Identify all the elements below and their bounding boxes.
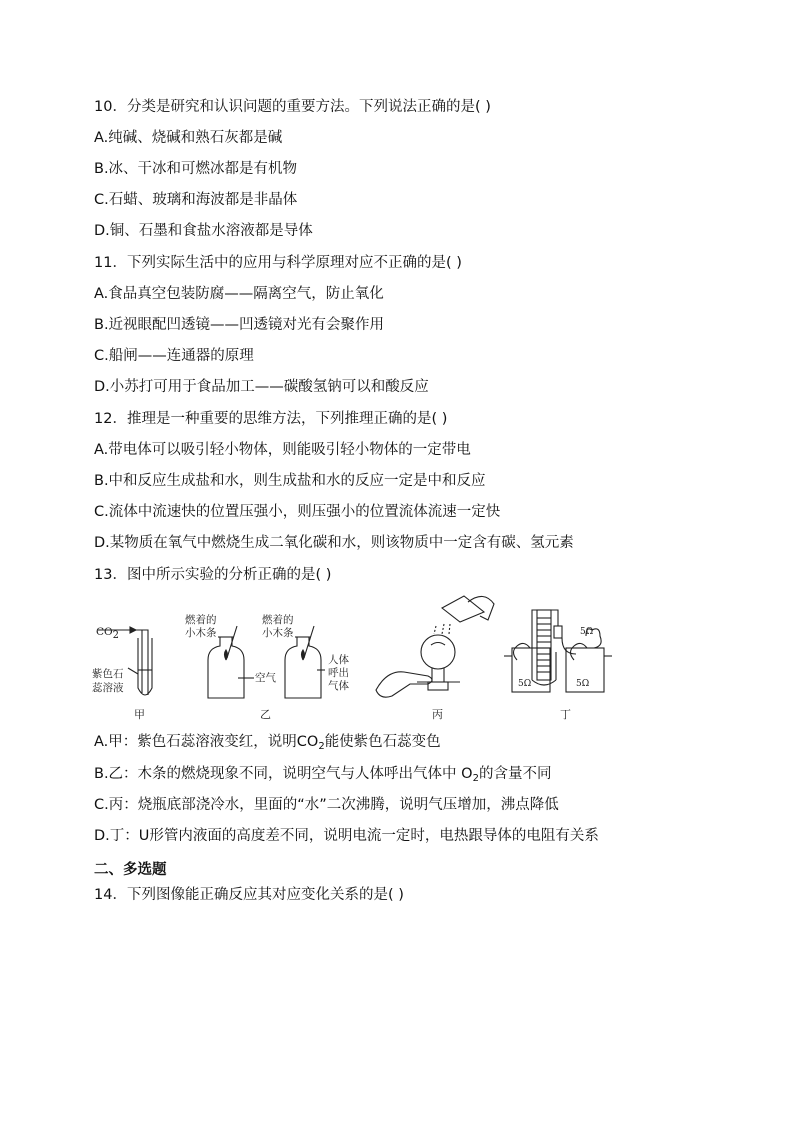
experiment-drawings xyxy=(92,590,652,725)
section-heading-multiple-choice: 二、多选题 xyxy=(94,862,167,878)
question-10-option-a: A.纯碱、烧碱和熟石灰都是碱 xyxy=(94,130,283,146)
question-13-option-a: A.甲：紫色石蕊溶液变红，说明$CO_2$能使紫色石蕊变色 xyxy=(94,734,441,752)
caption-jia: 甲 xyxy=(134,708,145,721)
ding-resistor-left-label: 5Ω xyxy=(518,679,532,689)
question-12-option-a: A.带电体可以吸引轻小物体，则能吸引轻小物体的一定带电 xyxy=(94,442,471,458)
question-13-option-c: C.丙：烧瓶底部浇冷水，里面的“水”二次沸腾，说明气压增加，沸点降低 xyxy=(94,797,559,813)
question-10-option-c: C.石蜡、玻璃和海波都是非晶体 xyxy=(94,192,298,208)
question-10-option-b: B.冰、干冰和可燃冰都是有机物 xyxy=(94,161,298,177)
question-10-stem: 10．分类是研究和认识问题的重要方法。下列说法正确的是( ) xyxy=(94,99,491,115)
question-12-option-b: B.中和反应生成盐和水，则生成盐和水的反应一定是中和反应 xyxy=(94,473,486,489)
experiment-figure xyxy=(92,590,652,725)
question-13-option-d: D.丁：U形管内液面的高度差不同，说明电流一定时，电热跟导体的电阻有关系 xyxy=(94,828,599,844)
yi-air-label: 空气 xyxy=(255,672,276,684)
question-11-option-a: A.食品真空包装防腐——隔离空气，防止氧化 xyxy=(94,286,384,302)
jia-gas-label: $CO_2$ xyxy=(96,626,120,641)
bing-apparatus xyxy=(376,596,494,697)
caption-bing: 丙 xyxy=(432,708,443,721)
question-13-stem: 13．图中所示实验的分析正确的是( ) xyxy=(94,567,332,583)
question-11-stem: 11．下列实际生活中的应用与科学原理对应不正确的是( ) xyxy=(94,255,462,271)
question-11-option-d: D.小苏打可用于食品加工——碳酸氢钠可以和酸反应 xyxy=(94,379,429,395)
question-10-option-d: D.铜、石墨和食盐水溶液都是导体 xyxy=(94,223,313,239)
question-12-option-d: D.某物质在氧气中燃烧生成二氧化碳和水，则该物质中一定含有碳、氢元素 xyxy=(94,535,574,551)
yi-stick-label-b1: 燃着的 xyxy=(262,614,294,626)
jia-solution-label-2: 蕊溶液 xyxy=(92,682,124,694)
yi-breath-label-3: 气体 xyxy=(328,680,349,692)
yi-breath-label-1: 人体 xyxy=(328,654,349,666)
question-14-stem: 14．下列图像能正确反应其对应变化关系的是( ) xyxy=(94,887,404,903)
caption-yi: 乙 xyxy=(260,708,271,721)
ding-resistor-right-label: 5Ω xyxy=(576,679,590,689)
question-12-option-c: C.流体中流速快的位置压强小，则压强小的位置流体流速一定快 xyxy=(94,504,501,520)
question-12-stem: 12．推理是一种重要的思维方法，下列推理正确的是( ) xyxy=(94,411,448,427)
yi-stick-label-a2: 小木条 xyxy=(185,627,217,639)
question-11-option-c: C.船闸——连通器的原理 xyxy=(94,348,254,364)
yi-stick-label-b2: 小木条 xyxy=(262,627,294,639)
question-11-option-b: B.近视眼配凹透镜——凹透镜对光有会聚作用 xyxy=(94,317,385,333)
yi-breath-label-2: 呼出 xyxy=(328,667,349,679)
jia-solution-label-1: 紫色石 xyxy=(92,668,124,680)
caption-ding: 丁 xyxy=(560,708,571,721)
ding-resistor-top-label: 5Ω xyxy=(580,627,594,637)
question-13-option-b: B.乙：木条的燃烧现象不同，说明空气与人体呼出气体中 $O_2$的含量不同 xyxy=(94,766,552,784)
yi-stick-label-a1: 燃着的 xyxy=(185,614,217,626)
